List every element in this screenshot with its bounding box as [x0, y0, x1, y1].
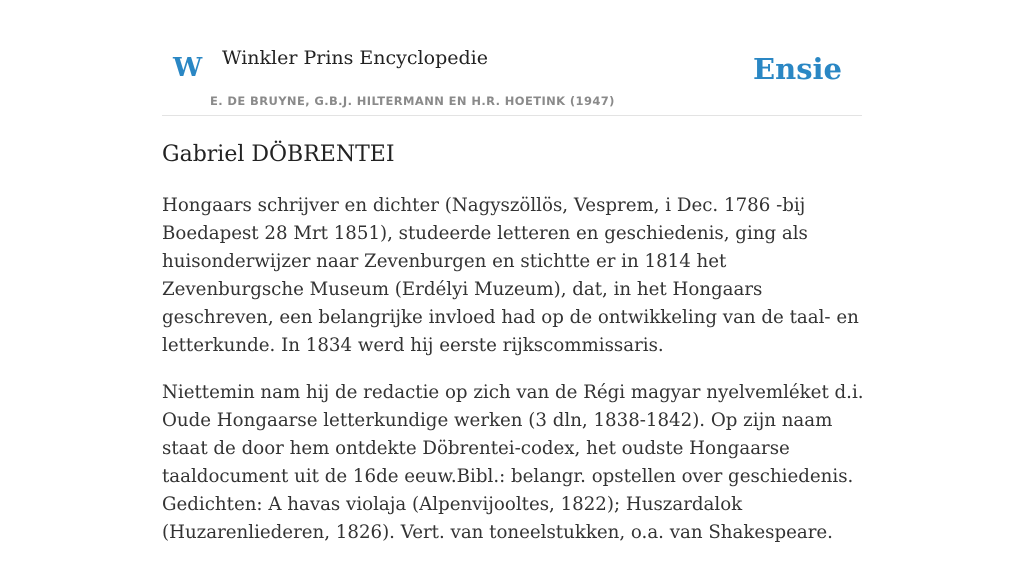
- winkler-prins-logo-icon[interactable]: W: [173, 53, 203, 83]
- ensie-brand-logo[interactable]: Ensie: [753, 52, 842, 86]
- entry-body: [162, 192, 870, 566]
- publication-byline: E. DE BRUYNE, G.B.J. HILTERMANN EN H.R. HOETINK (1947): [210, 94, 615, 108]
- entry-paragraph: Niettemin nam hij de redactie op zich van de Régi magyar nyelvemléket d.i. Oude Hongaarse letterkundige werken (3 dln, 1838-1842). Op zijn naam staat de door hem ontdekte Döbrentei-codex, het oudste Hongaarse taaldocument uit de 16de eeuw.Bibl.: belangr. opstellen over geschiedenis. Gedichten: A havas violaja (Alpenvijooltes, 1822); Huszardalok (Huzarenliederen, 1826). Vert. van toneelstukken, o.a. van Shakespeare.: [162, 382, 864, 543]
- entry-paragraph: Hongaars schrijver en dichter (Nagyszöllös, Vesprem, i Dec. 1786 -bij Boedapest 28 Mrt 1851), studeerde letteren en geschiedenis, ging als huisonderwijzer naar Zevenburgen en stichtte er in 1814 het Zevenburgsche Museum (Erdélyi Muzeum), dat, in het Hongaars geschreven, een belangrijke invloed had op de ontwikkeling van de taal- en letterkunde. In 1834 werd hij eerste rijkscommissaris.: [162, 195, 859, 356]
- publication-title[interactable]: Winkler Prins Encyclopedie: [222, 47, 488, 69]
- header: [162, 0, 862, 116]
- entry-title: Gabriel DÖBRENTEI: [162, 142, 395, 167]
